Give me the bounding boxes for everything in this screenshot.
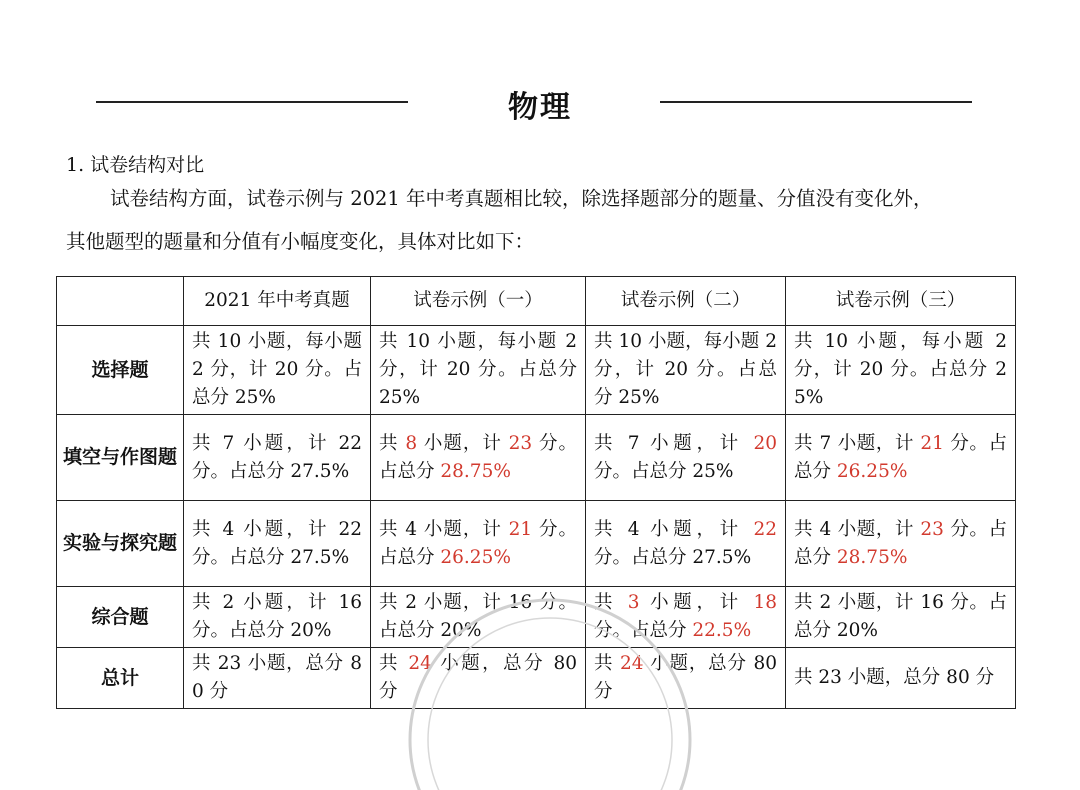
title-rule-right: [660, 101, 972, 103]
page-title: 物理: [508, 90, 572, 125]
table-cell: [371, 648, 586, 709]
table-header-cell: 试卷示例（三）: [786, 277, 1016, 326]
changed-value: 21: [920, 432, 944, 454]
changed-value: 26.25%: [836, 460, 908, 482]
cell-text: 共 7 小题，计: [594, 432, 754, 454]
changed-value: 28.75%: [440, 460, 511, 482]
changed-value: 18: [753, 592, 777, 613]
cell-text: 共 7 小题，计 22 分。占总分 27.5%: [192, 432, 362, 482]
cell-text: 共 2 小题，计 16 分。占总分 20%: [192, 592, 362, 641]
cell-text: 分。占总分: [594, 620, 693, 641]
cell-text: 分。占总分: [379, 518, 577, 568]
cell-text: 分。占总分 25%: [594, 460, 734, 482]
table-row: [57, 415, 1016, 501]
table-header-cell: [57, 277, 184, 326]
cell-text: 共 4 小题，计: [379, 518, 509, 540]
table-cell: [371, 587, 586, 648]
row-label: 综合题: [57, 587, 184, 648]
changed-value: 23: [508, 432, 533, 454]
table-cell: [786, 587, 1016, 648]
cell-text: 小题，总分 80 分: [594, 653, 777, 702]
cell-text: 共 10 小题，每小题 2 分，计 20 分。占总分 25%: [192, 331, 362, 408]
table-cell: [371, 501, 586, 587]
cell-text: 共 2 小题，计 16 分。占总分 20%: [794, 592, 1007, 641]
cell-text: 分。占总分: [379, 432, 577, 482]
cell-text: 分。占总分 27.5%: [594, 546, 752, 568]
cell-text: 小题，计: [417, 432, 509, 454]
cell-text: 分。占总分: [794, 518, 1007, 568]
changed-value: 24: [408, 653, 432, 674]
table-cell: [786, 501, 1016, 587]
comparison-table: [56, 276, 1016, 709]
row-label: 选择题: [57, 326, 184, 415]
cell-text: 共: [594, 653, 620, 674]
table-row: [57, 587, 1016, 648]
section-heading: 1. 试卷结构对比: [66, 154, 205, 176]
cell-text: 共 23 小题，总分 80 分: [794, 667, 995, 688]
cell-text: 共 10 小题，每小题 2 分，计 20 分。占总分 25%: [594, 331, 777, 408]
table-header-row: [57, 277, 1016, 326]
table-cell: [586, 415, 786, 501]
cell-text: 小题，总分 80 分: [379, 653, 577, 702]
cell-text: 共 4 小题，计 22 分。占总分 27.5%: [192, 518, 362, 568]
table-cell: [586, 648, 786, 709]
changed-value: 28.75%: [836, 546, 908, 568]
changed-value: 22: [753, 518, 777, 540]
changed-value: 26.25%: [440, 546, 511, 568]
cell-text: 共 4 小题，计: [794, 518, 921, 540]
table-cell: [184, 501, 371, 587]
table-cell: [371, 326, 586, 415]
cell-text: 小题，计: [639, 592, 754, 613]
table-cell: [184, 648, 371, 709]
table-row: [57, 501, 1016, 587]
table-cell: [586, 587, 786, 648]
cell-text: 分。占总分: [794, 432, 1007, 482]
table-cell: [184, 587, 371, 648]
changed-value: 24: [620, 653, 644, 674]
cell-text: 共 4 小题，计: [594, 518, 754, 540]
intro-line-1: 试卷结构方面，试卷示例与 2021 年中考真题相比较，除选择题部分的题量、分值没有变化外，: [110, 187, 933, 210]
row-label: 实验与探究题: [57, 501, 184, 587]
table-header-cell: 试卷示例（二）: [586, 277, 786, 326]
cell-text: 共 10 小题，每小题 2 分，计 20 分。占总分 25%: [379, 331, 577, 408]
cell-text: 共: [379, 432, 406, 454]
table-header-cell: 试卷示例（一）: [371, 277, 586, 326]
changed-value: 8: [405, 432, 418, 454]
cell-text: 共 2 小题，计 16 分。占总分 20%: [379, 592, 577, 641]
table-cell: [786, 326, 1016, 415]
changed-value: 23: [920, 518, 944, 540]
changed-value: 20: [753, 432, 777, 454]
changed-value: 22.5%: [692, 620, 752, 641]
changed-value: 21: [508, 518, 533, 540]
changed-value: 3: [627, 592, 640, 613]
cell-text: 共: [594, 592, 628, 613]
table-cell: [586, 501, 786, 587]
table-cell: [371, 415, 586, 501]
cell-text: 共: [379, 653, 409, 674]
table-cell: [786, 648, 1016, 709]
table-header-cell: 2021 年中考真题: [184, 277, 371, 326]
table-cell: [184, 326, 371, 415]
table-row: [57, 648, 1016, 709]
cell-text: 共 10 小题，每小题 2 分，计 20 分。占总分 25%: [794, 331, 1007, 408]
table-cell: [184, 415, 371, 501]
cell-text: 共 23 小题，总分 80 分: [192, 653, 362, 702]
intro-line-2: 其他题型的题量和分值有小幅度变化，具体对比如下：: [66, 230, 535, 253]
table-cell: [586, 326, 786, 415]
table-cell: [786, 415, 1016, 501]
row-label: 总计: [57, 648, 184, 709]
cell-text: 共 7 小题，计: [794, 432, 921, 454]
row-label: 填空与作图题: [57, 415, 184, 501]
table-row: [57, 326, 1016, 415]
